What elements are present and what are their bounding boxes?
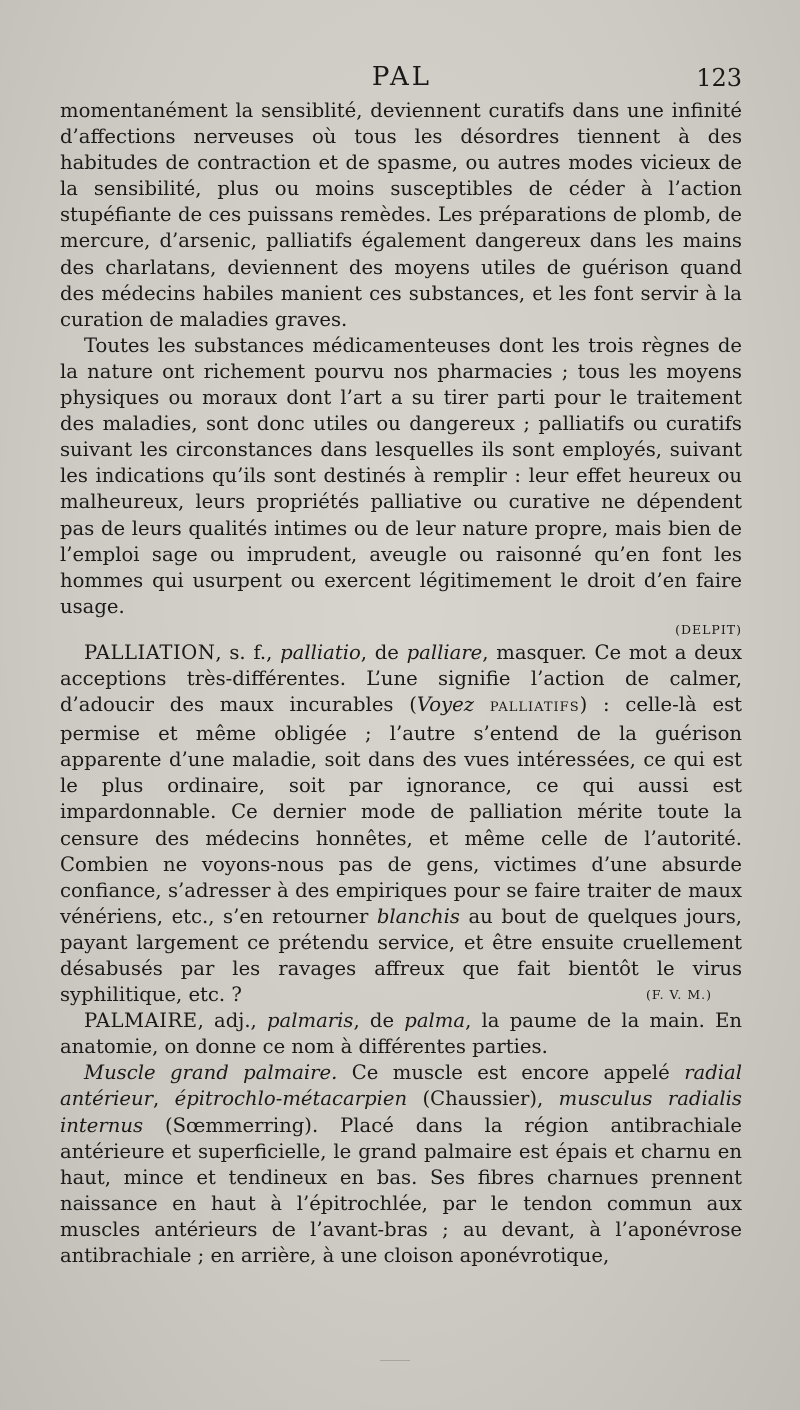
latin-term: palliatio [280,640,361,664]
running-head: PAL [371,62,433,92]
latin-term: palma [404,1009,466,1033]
latin-term: palmaris [267,1009,354,1033]
subentry-muscle-grand-palmaire: Muscle grand palmaire. Ce muscle est encore appelé radial antérieur, épitrochlo-métacarpien (Chaussier), musculus radialis internus (Sœmmerring). Placé dans la région antibrachiale antérieure et superficielle, le grand palmaire est épais et charnu en haut, mince et tendineux en bas. Ses fibres charnues prennent naissance en haut à l’épitrochlée, par le tendon commun aux muscles antérieurs de l’avant-bras ; au devant, à l’aponévrose antibrachiale ; en arrière, à une cloison aponévrotique, [60,1061,742,1268]
cross-reference: PALLIATIFS [489,700,580,716]
entry-palmaire: PALMAIRE, adj., palmaris, de palma, la paume de la main. En anatomie, on donne ce nom à différentes parties. [60,1009,743,1059]
signature-fvm: (F. V. M.) [646,987,712,1003]
subentry-title: Muscle grand palmaire. [84,1061,338,1085]
bleed-through-mark [380,1360,410,1361]
body-text [60,98,742,1269]
headword-palmaire: PALMAIRE [84,1009,198,1033]
latin-term: palliare [406,640,483,664]
signature-delpit: (DELPIT) [675,621,742,637]
emphasis: blanchis [376,904,460,928]
entry-palliation: PALLIATION, s. f., palliatio, de palliare, masquer. Ce mot a deux acceptions très-différentes. L’une signifie l’action de calmer, d’adoucir des maux incurables (Voyez PALLIATIFS) : celle-là est permise et même obligée ; l’autre s’entend de la guérison apparente d’une maladie, soit dans des vues intéressées, ce qui est le plus ordinaire, soit par ignorance, ce qui aussi est impardonnable. Ce dernier mode de palliation mérite toute la censure des médecins honnêtes, et même celle de l’autorité. Combien ne voyons-nous pas de gens, victimes d’une absurde confiance, s’adresser à des empiriques pour se faire traiter de maux vénériens, etc., s’en retourner blanchis au bout de quelques jours, payant largement ce prétendu service, et être ensuite cruellement désabusés par les ravages affreux que fait bientôt le virus syphilitique, etc. ? (F. V. M.) [60,640,742,1008]
paragraph-substances: Toutes les substances médicamenteuses dont les trois règnes de la nature ont richement pourvu nos pharmacies ; tous les moyens physiques ou moraux dont l’art a su tirer parti pour le traitement des maladies, sont donc utiles ou dangereux ; palliatifs ou curatifs suivant les circonstances dans lesquelles ils sont employés, suivant les indications qu’ils sont destinés à remplir : leur effet heureux ou malheureux, leurs propriétés palliative ou curative ne dépendent pas de leurs qualités intimes ou de leur nature propre, mais bien de l’emploi sage ou imprudent, aveugle ou raisonné qu’en font les hommes qui usurpent ou exercent légitimement le droit d’en faire usage. [60,333,742,618]
synonym: épitrochlo-métacarpien [174,1087,408,1111]
cross-reference-label: Voyez [416,693,475,717]
paragraph-continuation: momentanément la sensiblité, deviennent curatifs dans une infinité d’affections nerveuses où tous les désordres tiennent à des habitudes de contraction et de spasme, ou autres modes vicieux de la sensibilité, plus ou moins susceptibles de céder à l’action stupéfiante de ces puissans remèdes. Les préparations de plomb, de mercure, d’arsenic, palliatifs également dangereux dans les mains des charlatans, deviennent des moyens utiles de guérison quand des médecins habiles manient ces substances, et les font servir à la curation de maladies graves. [60,99,742,331]
synonym: musculus radialis internus [60,1087,742,1137]
page-number: 123 [696,64,742,92]
synonym: radial antérieur [60,1061,742,1111]
headword-palliation: PALLIATION [84,640,216,664]
page-header [62,62,742,96]
